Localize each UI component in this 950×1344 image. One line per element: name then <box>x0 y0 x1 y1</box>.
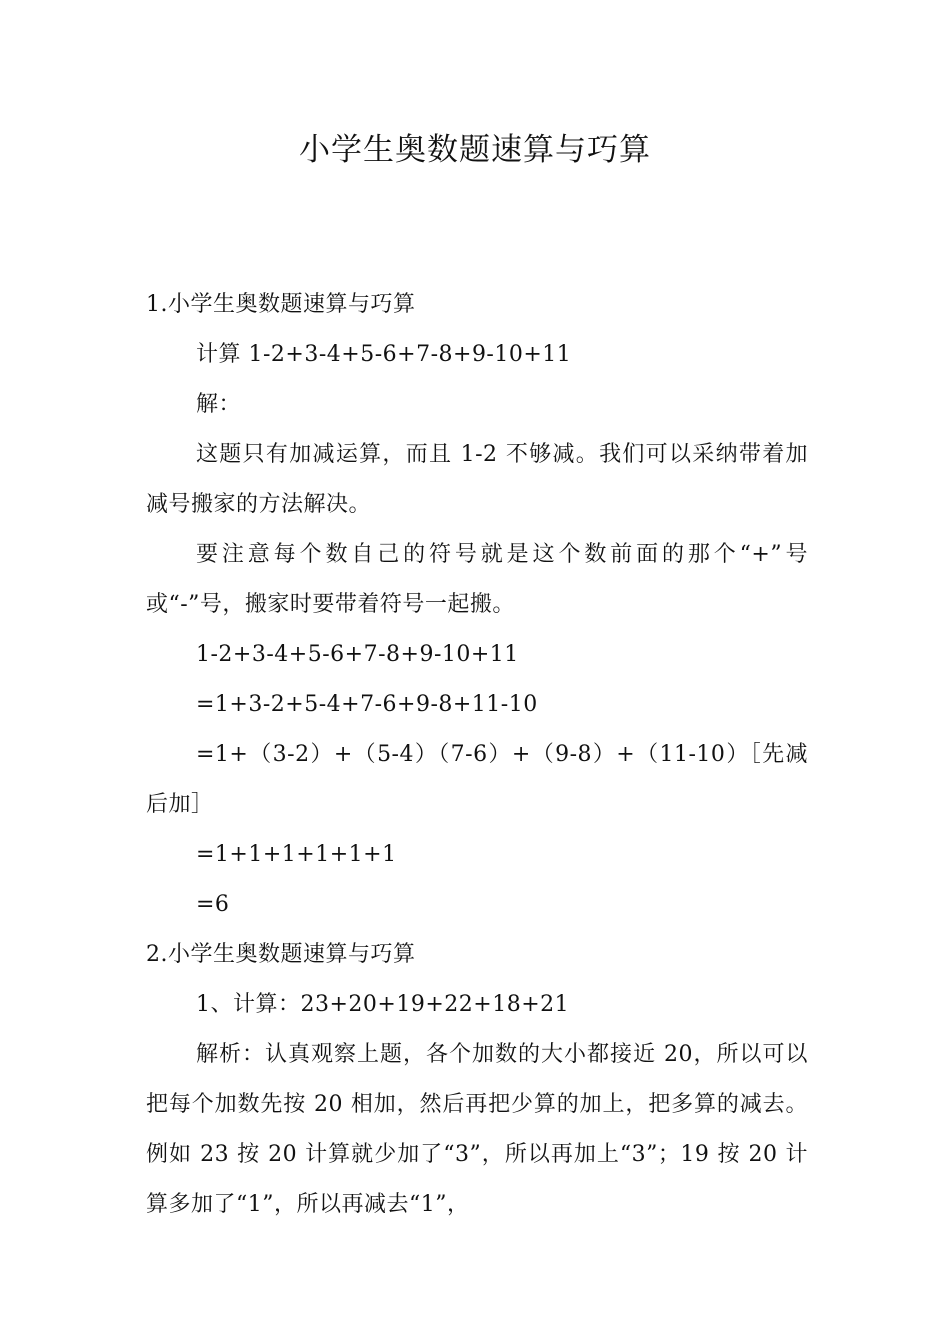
section-heading-1: 1.小学生奥数题速算与巧算 <box>146 292 416 317</box>
equation-line: =6 <box>196 892 230 917</box>
section-heading-2: 2.小学生奥数题速算与巧算 <box>146 942 416 967</box>
paragraph: 这题只有加减运算，而且 1-2 不够减。我们可以采纳带着加减号搬家的方法解决。 <box>146 442 808 517</box>
equation-line: =1+3-2+5-4+7-6+9-8+11-10 <box>196 692 538 717</box>
paragraph: 计算 1-2+3-4+5-6+7-8+9-10+11 <box>196 342 572 367</box>
equation-line: 1、计算：23+20+19+22+18+21 <box>196 992 570 1017</box>
paragraph: 解： <box>196 392 242 417</box>
document-body <box>146 280 808 1230</box>
equation-line: 1-2+3-4+5-6+7-8+9-10+11 <box>196 642 519 667</box>
equation-line: =1+（3-2）+（5-4）（7-6）+（9-8）+（11-10）［先减后加］ <box>146 742 808 817</box>
equation-line: =1+1+1+1+1+1 <box>196 842 397 867</box>
paragraph: 要注意每个数自己的符号就是这个数前面的那个“+”号或“-”号，搬家时要带着符号一起搬。 <box>146 542 808 617</box>
document-title: 小学生奥数题速算与巧算 <box>299 132 651 168</box>
paragraph: 解析：认真观察上题，各个加数的大小都接近 20，所以可以把每个加数先按 20 相加，然后再把少算的加上，把多算的减去。例如 23 按 20 计算就少加了“3”，所以再加上“3”；19 按 20 计算多加了“1”，所以再减去“1”， <box>146 1042 808 1217</box>
